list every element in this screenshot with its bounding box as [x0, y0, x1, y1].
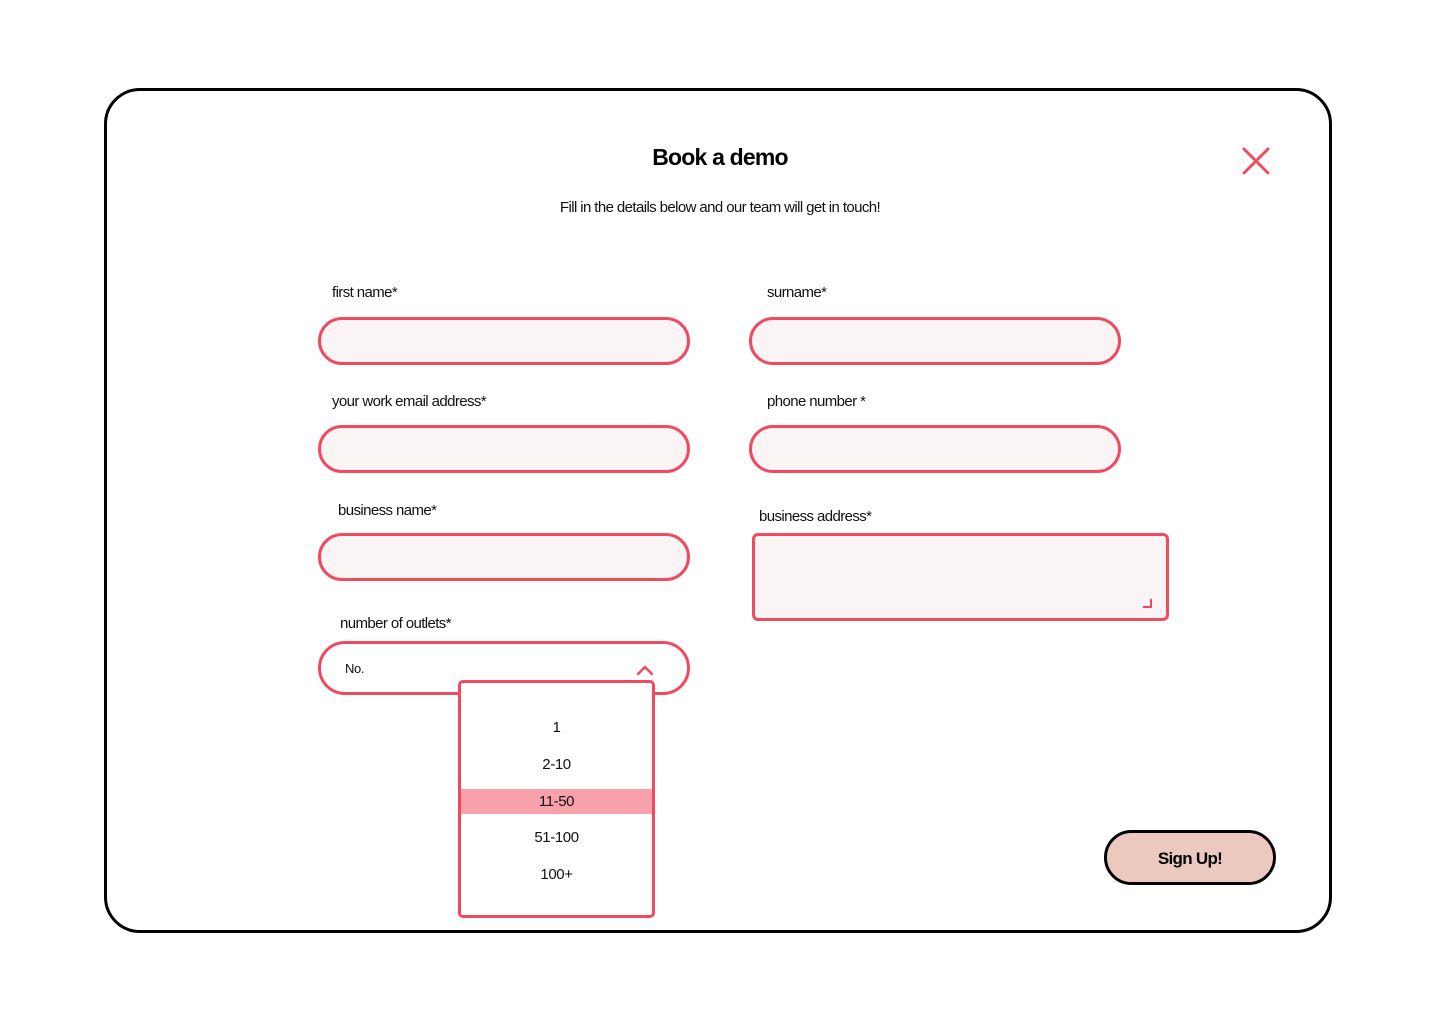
modal-subtitle: Fill in the details below and our team will get in touch! — [559, 199, 881, 216]
email-label: your work email address* — [332, 393, 486, 410]
business-address-label: business address* — [759, 508, 872, 525]
outlets-option[interactable]: 2-10 — [542, 756, 571, 773]
outlets-option[interactable]: 1 — [552, 719, 561, 736]
business-name-label: business name* — [338, 502, 437, 519]
business-address-textarea[interactable] — [752, 533, 1169, 621]
first-name-label: first name* — [332, 284, 398, 301]
sign-up-button[interactable]: Sign Up! — [1104, 830, 1276, 885]
resize-handle-icon[interactable] — [1142, 598, 1152, 608]
outlets-select-value: No. — [345, 661, 365, 676]
outlets-option-highlighted[interactable]: 11-50 — [461, 789, 652, 814]
outlets-option[interactable]: 51-100 — [534, 829, 579, 846]
outlets-dropdown-menu — [458, 680, 655, 918]
business-name-field[interactable] — [318, 533, 690, 581]
phone-field[interactable] — [749, 425, 1121, 473]
modal-title: Book a demo — [652, 144, 788, 170]
email-field[interactable] — [318, 425, 690, 473]
outlets-option[interactable]: 100+ — [540, 866, 573, 883]
first-name-field[interactable] — [318, 317, 690, 365]
chevron-up-icon[interactable] — [636, 664, 654, 676]
close-button[interactable] — [1240, 145, 1272, 177]
phone-label: phone number * — [767, 393, 866, 410]
outlets-label: number of outlets* — [340, 615, 451, 632]
surname-field[interactable] — [749, 317, 1121, 365]
surname-label: surname* — [767, 284, 827, 301]
close-icon — [1240, 145, 1272, 177]
